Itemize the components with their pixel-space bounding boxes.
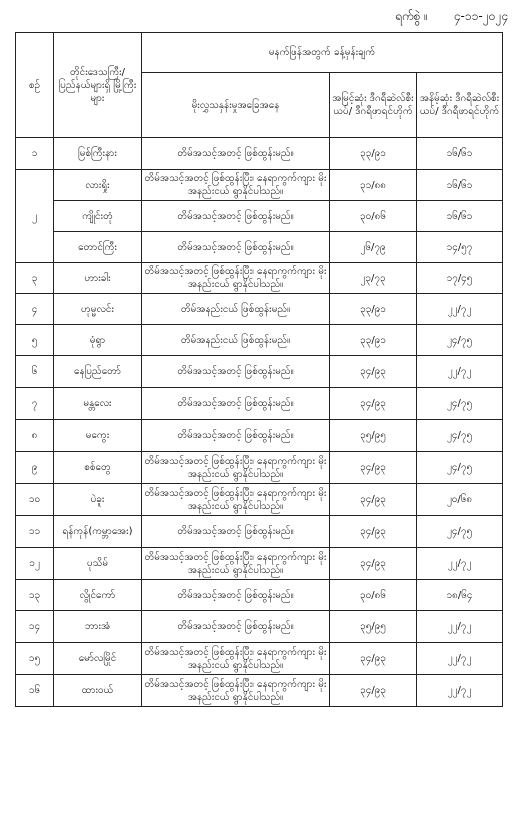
- max-temp-cell: ၃၄/၉၃: [330, 452, 417, 484]
- condition-cell: တိမ်အသင့်အတင့် ဖြစ်ထွန်းမည်။: [142, 611, 330, 643]
- table-row: [16, 170, 503, 201]
- table-row: [16, 452, 503, 484]
- table-row: [16, 580, 503, 611]
- condition-cell: တိမ်အနည်းငယ် ဖြစ်ထွန်းမည်။: [142, 325, 330, 356]
- table-row: [16, 201, 503, 232]
- min-temp-cell: ၁၆/၆၁: [417, 138, 503, 170]
- min-temp-cell: ၁၇/၄၅: [417, 263, 503, 294]
- serial-cell: ၈: [16, 420, 54, 452]
- min-temp-cell: ၂၄/၇၅: [417, 452, 503, 484]
- condition-cell: တိမ်အနည်းငယ် ဖြစ်ထွန်းမည်။: [142, 294, 330, 325]
- table-row: [16, 232, 503, 263]
- header-condition: မိုးလွှသနှန်းမှုအခြေအနေ: [142, 73, 330, 138]
- condition-cell: တိမ်အသင့်အတင့် ဖြစ်ထွန်းပြီး၊ နေရာကွက်ကျား မိုးအနည်းငယ် ရွာနိုင်ပါသည်။: [142, 675, 330, 707]
- table-row: [16, 548, 503, 580]
- min-temp-cell: ၂၂/၇၂: [417, 356, 503, 388]
- min-temp-cell: ၁၄/၅၇: [417, 232, 503, 263]
- city-cell: စစ်တွေ: [54, 452, 142, 484]
- table-row: [16, 294, 503, 325]
- condition-cell: တိမ်အသင့်အတင့် ဖြစ်ထွန်းပြီး၊ နေရာကွက်ကျား မိုးအနည်းငယ် ရွာနိုင်ပါသည်။: [142, 170, 330, 201]
- condition-cell: တိမ်အသင့်အတင့် ဖြစ်ထွန်းမည်။: [142, 138, 330, 170]
- max-temp-cell: ၃၄/၉၃: [330, 675, 417, 707]
- serial-cell: ၁၂: [16, 548, 54, 580]
- weather-forecast-table: [15, 32, 503, 707]
- min-temp-cell: ၁၆/၆၁: [417, 170, 503, 201]
- serial-cell: ၁: [16, 138, 54, 170]
- max-temp-cell: ၃၀/၈၆: [330, 201, 417, 232]
- city-cell: ပုသိမ်: [54, 548, 142, 580]
- max-temp-cell: ၃၅/၉၅: [330, 611, 417, 643]
- min-temp-cell: ၂၂/၇၂: [417, 548, 503, 580]
- table-row: [16, 484, 503, 516]
- serial-cell: ၁၄: [16, 611, 54, 643]
- table-row: [16, 420, 503, 452]
- condition-cell: တိမ်အသင့်အတင့် ဖြစ်ထွန်းပြီး၊ နေရာကွက်ကျား မိုးအနည်းငယ် ရွာနိုင်ပါသည်။: [142, 484, 330, 516]
- date-label: ရက်စွဲ ။: [394, 9, 428, 23]
- max-temp-cell: ၃၄/၉၃: [330, 548, 417, 580]
- max-temp-cell: ၃၄/၉၃: [330, 356, 417, 388]
- max-temp-cell: ၂၃/၇၃: [330, 263, 417, 294]
- city-cell: မုံရွာ: [54, 325, 142, 356]
- city-cell: မန္တလေး: [54, 388, 142, 420]
- city-cell: ဘားအံ: [54, 611, 142, 643]
- condition-cell: တိမ်အသင့်အတင့် ဖြစ်ထွန်းမည်။: [142, 201, 330, 232]
- serial-cell: ၉: [16, 452, 54, 484]
- serial-cell: ၁၅: [16, 643, 54, 675]
- condition-cell: တိမ်အသင့်အတင့် ဖြစ်ထွန်းမည်။: [142, 232, 330, 263]
- header-serial: စဉ်: [16, 33, 54, 138]
- min-temp-cell: ၂၂/၇၂: [417, 294, 503, 325]
- serial-cell: ၇: [16, 388, 54, 420]
- city-cell: ပဲခူး: [54, 484, 142, 516]
- condition-cell: တိမ်အသင့်အတင့် ဖြစ်ထွန်းမည်။: [142, 580, 330, 611]
- condition-cell: တိမ်အသင့်အတင့် ဖြစ်ထွန်းမည်။: [142, 516, 330, 548]
- table-row: [16, 356, 503, 388]
- min-temp-cell: ၂၀/၆၈: [417, 484, 503, 516]
- table-row: [16, 263, 503, 294]
- serial-cell: ၅: [16, 325, 54, 356]
- table-row: [16, 516, 503, 548]
- serial-cell: ၁၀: [16, 484, 54, 516]
- serial-cell: ၂: [16, 170, 54, 263]
- max-temp-cell: ၃၄/၉၃: [330, 516, 417, 548]
- min-temp-cell: ၂၂/၇၂: [417, 643, 503, 675]
- max-temp-cell: ၃၄/၉၃: [330, 388, 417, 420]
- max-temp-cell: ၃၅/၉၅: [330, 420, 417, 452]
- header-max-temp: အမြင့်ဆုံး ဒီဂရီဆဲလ်စီးယပ်/ ဒီဂရီဖာရင်ဟိုက်: [330, 73, 417, 138]
- table-row: [16, 643, 503, 675]
- city-cell: ကျိုင်းတုံ: [54, 201, 142, 232]
- condition-cell: တိမ်အသင့်အတင့် ဖြစ်ထွန်းပြီး၊ နေရာကွက်ကျား မိုးအနည်းငယ် ရွာနိုင်ပါသည်။: [142, 643, 330, 675]
- city-cell: မြစ်ကြီးနား: [54, 138, 142, 170]
- city-cell: ရန်ကုန်(ကမ္ဘာအေး): [54, 516, 142, 548]
- table-row: [16, 611, 503, 643]
- table-row: [16, 138, 503, 170]
- serial-cell: ၁၆: [16, 675, 54, 707]
- condition-cell: တိမ်အသင့်အတင့် ဖြစ်ထွန်းပြီး၊ နေရာကွက်ကျား မိုးအနည်းငယ် ရွာနိုင်ပါသည်။: [142, 452, 330, 484]
- serial-cell: ၃: [16, 263, 54, 294]
- condition-cell: တိမ်အသင့်အတင့် ဖြစ်ထွန်းပြီး၊ နေရာကွက်ကျား မိုးအနည်းငယ် ရွာနိုင်ပါသည်။: [142, 263, 330, 294]
- min-temp-cell: ၁၆/၆၁: [417, 201, 503, 232]
- max-temp-cell: ၃၃/၉၁: [330, 294, 417, 325]
- max-temp-cell: ၂၆/၇၉: [330, 232, 417, 263]
- condition-cell: တိမ်အသင့်အတင့် ဖြစ်ထွန်းပြီး၊ နေရာကွက်ကျား မိုးအနည်းငယ် ရွာနိုင်ပါသည်။: [142, 548, 330, 580]
- max-temp-cell: ၃၃/၉၁: [330, 138, 417, 170]
- city-cell: တောင်ကြီး: [54, 232, 142, 263]
- city-cell: လားရှိုး: [54, 170, 142, 201]
- date-value: ၄-၁၁-၂၀၂၄: [453, 9, 508, 23]
- city-cell: နေပြည်တော်: [54, 356, 142, 388]
- max-temp-cell: ၃၁/၈၈: [330, 170, 417, 201]
- max-temp-cell: ၃၃/၉၁: [330, 325, 417, 356]
- serial-cell: ၁၃: [16, 580, 54, 611]
- serial-cell: ၆: [16, 356, 54, 388]
- condition-cell: တိမ်အသင့်အတင့် ဖြစ်ထွန်းမည်။: [142, 356, 330, 388]
- city-cell: လွိုင်ကော်: [54, 580, 142, 611]
- city-cell: မကွေး: [54, 420, 142, 452]
- min-temp-cell: ၂၂/၇၂: [417, 675, 503, 707]
- min-temp-cell: ၂၄/၇၅: [417, 516, 503, 548]
- header-region: တိုင်းဒေသကြီး/ ပြည်နယ်များရှိ မြို့ကြီးများ: [54, 33, 142, 138]
- header-forecast-group: မနက်ဖြန်အတွက် ခန့်မှန်းချက်: [142, 33, 503, 73]
- min-temp-cell: ၂၄/၇၅: [417, 388, 503, 420]
- date-line: [395, 6, 508, 28]
- city-cell: မော်လမြိုင်: [54, 643, 142, 675]
- city-cell: ဟားခါး: [54, 263, 142, 294]
- min-temp-cell: ၁၈/၆၄: [417, 580, 503, 611]
- min-temp-cell: ၂၂/၇၂: [417, 611, 503, 643]
- condition-cell: တိမ်အသင့်အတင့် ဖြစ်ထွန်းမည်။: [142, 420, 330, 452]
- min-temp-cell: ၂၄/၇၅: [417, 325, 503, 356]
- table-row: [16, 388, 503, 420]
- max-temp-cell: ၃၀/၈၆: [330, 580, 417, 611]
- table-row: [16, 325, 503, 356]
- max-temp-cell: ၃၄/၉၃: [330, 484, 417, 516]
- serial-cell: ၁၁: [16, 516, 54, 548]
- city-cell: ဟုမ္မလင်း: [54, 294, 142, 325]
- max-temp-cell: ၃၄/၉၃: [330, 643, 417, 675]
- serial-cell: ၄: [16, 294, 54, 325]
- city-cell: ထားဝယ်: [54, 675, 142, 707]
- condition-cell: တိမ်အသင့်အတင့် ဖြစ်ထွန်းမည်။: [142, 388, 330, 420]
- header-min-temp: အနိမ့်ဆုံး ဒီဂရီဆဲလ်စီးယပ်/ ဒီဂရီဖာရင်ဟိုက်: [417, 73, 503, 138]
- table-row: [16, 675, 503, 707]
- min-temp-cell: ၂၄/၇၅: [417, 420, 503, 452]
